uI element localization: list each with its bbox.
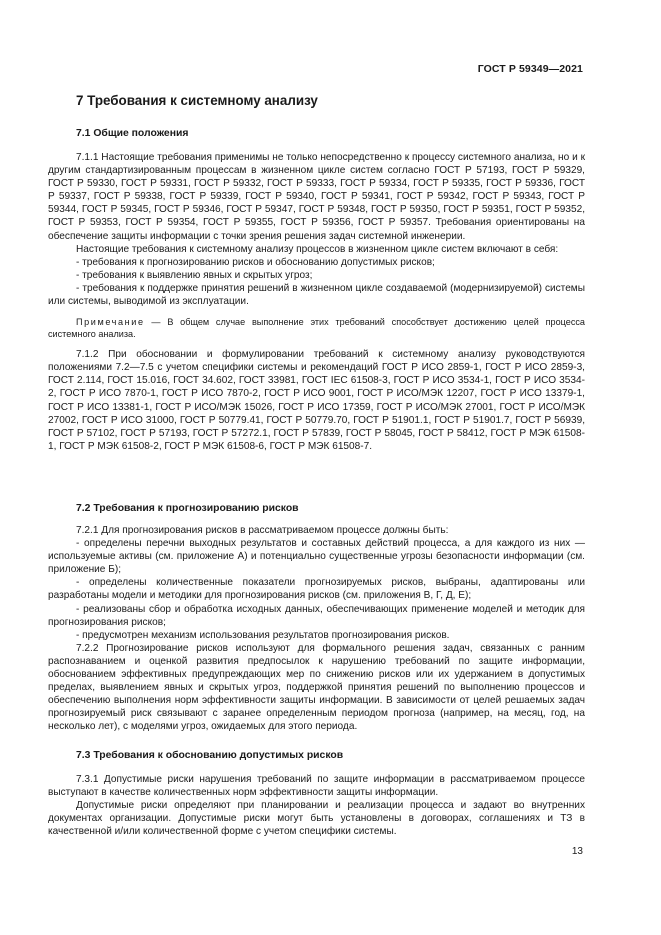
page-number: 13 <box>571 846 583 857</box>
list-item: - требования к поддержке принятия решений в жизненном цикле создаваемой (модернизируемой) системы или системы, выводимой из эксплуатации. <box>48 282 585 308</box>
subsection-title-7-2: 7.2 Требования к прогнозированию рисков <box>76 503 299 514</box>
section-7-2-body <box>48 524 585 734</box>
subsection-title-7-3: 7.3 Требования к обоснованию допустимых рисков <box>76 750 344 761</box>
note-text: — В общем случае выполнение этих требований способствует достижению целей процесса системного анализа. <box>48 317 585 340</box>
section-7-3-body <box>48 773 585 838</box>
paragraph: 7.1.2 При обосновании и формулировании требований к системному анализу руководствуются положениями 7.2—7.5 с учетом специфики системы и рекомендаций ГОСТ Р ИСО 2859-1, ГОСТ Р ИСО 2859-3, ГОСТ 2.114, ГОСТ 15.016, ГОСТ 34.602, ГОСТ 33981, ГОСТ IEC 61508-3, ГОСТ Р ИСО 3534-1, ГОСТ Р ИСО 3534-2, ГОСТ Р ИСО 7870-1, ГОСТ Р ИСО 7870-2, ГОСТ Р ИСО 9001, ГОСТ Р ИСО/МЭК 12207, ГОСТ Р ИСО 13379-1, ГОСТ Р ИСО 13381-1, ГОСТ Р ИСО/МЭК 15026, ГОСТ Р ИСО 17359, ГОСТ Р ИСО/МЭК 27001, ГОСТ Р ИСО/МЭК 27002, ГОСТ Р ИСО 31000, ГОСТ Р 50779.41, ГОСТ Р 50779.70, ГОСТ Р 51901.1, ГОСТ Р 51901.7, ГОСТ Р 56939, ГОСТ Р 57102, ГОСТ Р 57193, ГОСТ Р 57272.1, ГОСТ Р 57839, ГОСТ Р 58045, ГОСТ Р 58412, ГОСТ Р МЭК 61508-1, ГОСТ Р МЭК 61508-2, ГОСТ Р МЭК 61508-6, ГОСТ Р МЭК 61508-7. <box>48 349 585 452</box>
paragraph: Допустимые риски определяют при планировании и реализации процесса и задают во внутренних документах организации. Допустимые риски могут быть установлены в договорах, соглашениях и ТЗ в качественной и/или количественной форме с учетом специфики системы. <box>48 800 585 838</box>
subsection-title-7-1: 7.1 Общие положения <box>76 128 189 139</box>
list-item: - определены количественные показатели прогнозируемых рисков, выбраны, адаптированы или разработаны модели и методики для прогнозирования рисков (см. приложения В, Г, Д, Е); <box>48 577 585 602</box>
list-item: - реализованы сбор и обработка исходных данных, обеспечивающих применение моделей и методик для прогнозирования рисков; <box>48 603 585 628</box>
paragraph: Настоящие требования к системному анализу процессов в жизненном цикле систем включают в себя: <box>76 243 559 255</box>
note-label: Примечание <box>76 317 145 328</box>
document-header: ГОСТ Р 59349—2021 <box>477 63 583 75</box>
list-item: - требования к прогнозированию рисков и обоснованию допустимых рисков; <box>76 256 435 268</box>
note <box>48 316 585 340</box>
paragraph: 7.1.1 Настоящие требования применимы не только непосредственно к процессу системного анализа, но и к другим стандартизированным процессам в жизненном цикле систем согласно ГОСТ Р 57193, ГОСТ Р 59329, ГОСТ Р 59330, ГОСТ Р 59331, ГОСТ Р 59332, ГОСТ Р 59333, ГОСТ Р 59334, ГОСТ Р 59335, ГОСТ Р 59336, ГОСТ Р 59337, ГОСТ Р 59338, ГОСТ Р 59339, ГОСТ Р 59340, ГОСТ Р 59341, ГОСТ Р 59342, ГОСТ Р 59343, ГОСТ Р 59344, ГОСТ Р 59345, ГОСТ Р 59346, ГОСТ Р 59347, ГОСТ Р 59348, ГОСТ Р 59350, ГОСТ Р 59351, ГОСТ Р 59352, ГОСТ Р 59353, ГОСТ Р 59354, ГОСТ Р 59355, ГОСТ Р 59356, ГОСТ Р 59357. Требования ориентированы на обеспечение защиты информации с точки зрения решения задач системной инженерии. <box>48 152 585 242</box>
paragraph: 7.2.2 Прогнозирование рисков используют для формального решения задач, связанных с ранним распознаванием и оценкой развития предпосылок к нарушению требований по защите информации, обоснованием эффективных предупреждающих мер по снижению рисков или их удержанием в допустимых пределах, выявлением явных и скрытых угроз, поддержкой принятия решений по выполнению процессов и обеспечению выполнения норм эффективности защиты информации. В зависимости от целей решаемых задач прогнозируемый риск связывают с заранее определенным периодом прогноза (например, на месяц, год, на несколько лет), с моделями угроз, ожидаемых для этого периода. <box>48 642 585 733</box>
list-item: - предусмотрен механизм использования результатов прогнозирования рисков. <box>76 629 450 641</box>
list-item: - определены перечни выходных результатов и составных действий процесса, а для каждого из них — используемые активы (см. приложение А) и потенциально существенные угрозы безопасности информации (см. приложение Б); <box>48 538 585 576</box>
list-item: - требования к выявлению явных и скрытых угроз; <box>76 269 313 281</box>
section-title: 7 Требования к системному анализу <box>76 93 318 108</box>
section-7-1-body <box>48 151 585 453</box>
paragraph: 7.2.1 Для прогнозирования рисков в рассматриваемом процессе должны быть: <box>76 525 449 536</box>
paragraph: 7.3.1 Допустимые риски нарушения требований по защите информации в рассматриваемом процессе выступают в качестве количественных норм эффективности защиты информации. <box>48 774 585 799</box>
